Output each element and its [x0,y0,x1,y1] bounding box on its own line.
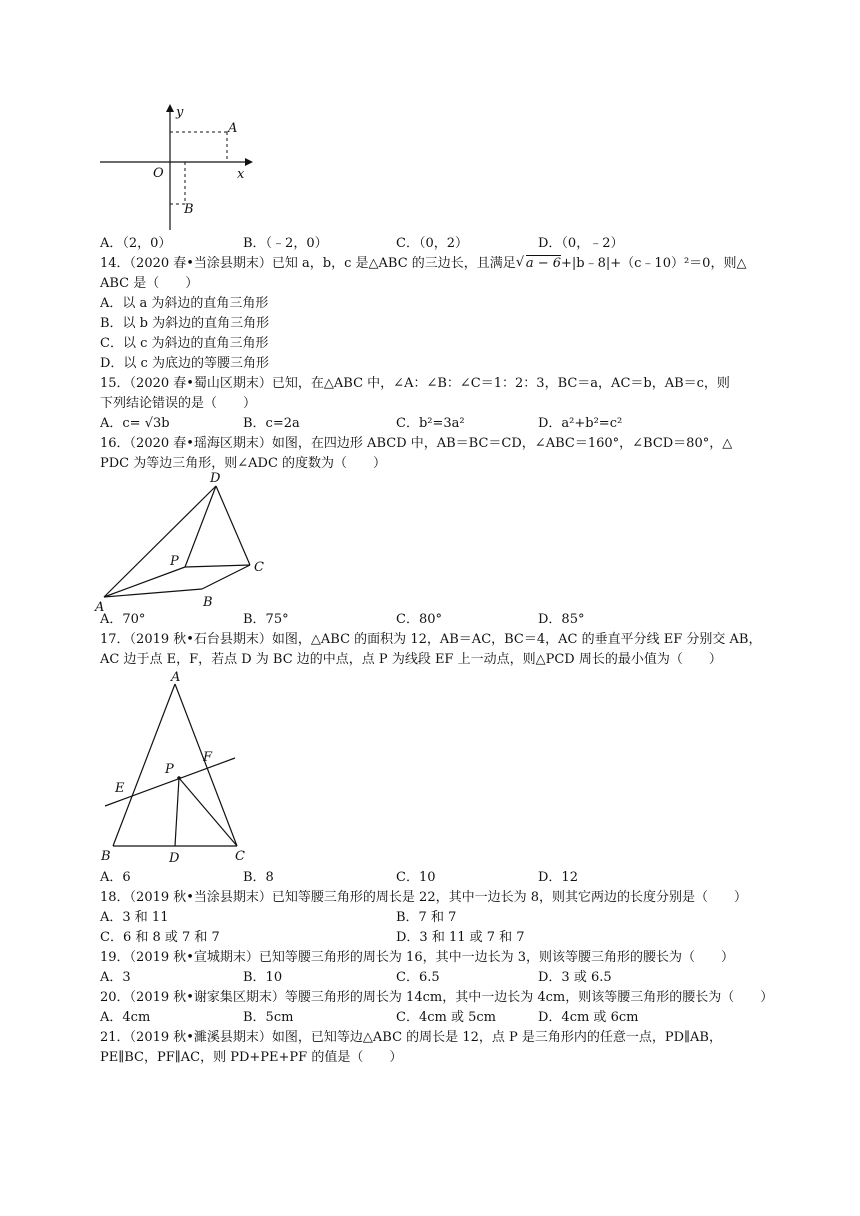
q16-option-c: C．80° [396,612,442,627]
label-a: A [228,121,238,136]
q17-option-d: D．12 [538,870,578,885]
q18-line1: 18．（2019 秋•当涂县期末）已知等腰三角形的周长是 22，其中一边长为 8，则其它两边的长度分别是（ ） [100,890,748,905]
segment-ab [104,589,202,597]
label-d: D [169,851,180,866]
label-e: E [115,781,125,796]
label-x: x [237,167,245,182]
label-p: P [170,554,179,569]
q16-line2: PDC 为等边三角形，则∠ADC 的度数为（ ） [100,456,387,471]
label-a: A [171,670,181,685]
q14-option-b: B．以 b 为斜边的直角三角形 [100,316,270,331]
label-b: B [101,849,111,864]
q15-option-a: A．c= √3b [100,416,170,431]
q19-option-a: A．3 [100,970,131,985]
q15-option-b: B．c=2a [243,416,300,431]
q20-option-d: D．4cm 或 6cm [538,1010,639,1025]
q14-option-c: C．以 c 为斜边的直角三角形 [100,336,269,351]
q15-line2: 下列结论错误的是（ ） [100,396,257,411]
label-b: B [203,595,213,610]
segment-pd [175,778,179,846]
label-y: y [176,105,184,120]
label-a: A [95,600,105,613]
q14-sqrt-content: a − 6 [525,256,561,271]
coordinate-figure [95,100,265,235]
q19-option-c: C．6.5 [396,970,440,985]
segment-ad [104,486,216,597]
segment-pa [104,567,185,597]
q14-line2: ABC 是（ ） [100,276,199,291]
q18-option-a: A．3 和 11 [100,910,169,925]
q16-option-b: B．75° [243,612,289,627]
y-axis-arrow [166,104,174,112]
segment-dc [216,486,250,565]
q17-option-a: A．6 [100,870,131,885]
q19-option-b: B．10 [243,970,283,985]
q14-option-a: A．以 a 为斜边的直角三角形 [100,296,269,311]
q14-line1 [100,254,746,274]
segment-pc [185,565,250,567]
q13-option-c: C．（0，2） [396,236,468,251]
q20-option-c: C．4cm 或 5cm [396,1010,496,1025]
segment-pc [179,778,237,846]
sqrt-icon: √ [515,255,525,270]
q13-option-d: D．（0，﹣2） [538,236,624,251]
x-axis-arrow [245,158,253,166]
q21-line2: PE∥BC，PF∥AC，则 PD+PE+PF 的值是（ ） [100,1050,403,1065]
label-f: F [203,750,213,765]
label-b: B [184,202,194,217]
segment-dp [185,486,216,567]
q13-option-a: A．（2，0） [100,236,172,251]
segment-bc [202,565,250,589]
label-p: P [165,762,174,777]
q16-option-a: A．70° [100,612,146,627]
q13-option-b: B．（﹣2，0） [243,236,328,251]
q17-line2: AC 边于点 E，F，若点 D 为 BC 边的中点，点 P 为线段 EF 上一动点，则△PCD 周长的最小值为（ ） [100,652,722,667]
q15-line1: 15．（2020 春•蜀山区期末）已知，在△ABC 中，∠A：∠B：∠C＝1：2：3，BC＝a，AC＝b，AB＝c，则 [100,376,730,391]
segment-ac [175,684,237,846]
q19-line1: 19．（2019 秋•宣城期末）已知等腰三角形的周长为 16，其中一边长为 3，则该等腰三角形的腰长为（ ） [100,950,735,965]
q17-option-c: C．10 [396,870,436,885]
q16-option-d: D．85° [538,612,585,627]
quadrilateral-figure [90,468,280,613]
label-c: C [254,560,264,575]
isosceles-triangle-figure [95,668,255,868]
point-p [177,776,181,780]
q16-line1: 16．（2020 春•瑶海区期末）如图，在四边形 ABCD 中，AB＝BC＝CD，∠ABC＝160°，∠BCD＝80°，△ [100,436,733,451]
q20-option-a: A．4cm [100,1010,151,1025]
q17-option-b: B．8 [243,870,274,885]
q17-line1: 17．（2019 秋•石台县期末）如图，△ABC 的面积为 12，AB＝AC，BC＝4，AC 的垂直平分线 EF 分别交 AB， [100,632,762,647]
q18-option-d: D．3 和 11 或 7 和 7 [396,930,525,945]
q21-line1: 21．（2019 秋•濉溪县期末）如图，已知等边△ABC 的周长是 12，点 P 是三角形内的任意一点，PD∥AB， [100,1030,722,1045]
q15-option-c: C．b²=3a² [396,416,465,431]
q19-option-d: D．3 或 6.5 [538,970,612,985]
q14-text-post: +|b﹣8|+（c﹣10）²＝0，则△ [561,256,747,271]
q20-option-b: B．5cm [243,1010,294,1025]
q15-option-d: D．a²+b²=c² [538,416,623,431]
q18-option-c: C．6 和 8 或 7 和 7 [100,930,220,945]
label-o: O [153,166,164,181]
q18-option-b: B．7 和 7 [396,910,457,925]
label-c: C [235,849,245,864]
label-d: D [210,471,221,486]
q20-line1: 20．（2019 秋•谢家集区期末）等腰三角形的周长为 14cm，其中一边长为 4cm，则该等腰三角形的腰长为（ ） [100,990,774,1005]
q14-sqrt [516,254,561,274]
q14-text-pre: 14．（2020 春•当涂县期末）已知 a，b，c 是△ABC 的三边长，且满足 [100,256,516,271]
q14-option-d: D．以 c 为底边的等腰三角形 [100,356,269,371]
